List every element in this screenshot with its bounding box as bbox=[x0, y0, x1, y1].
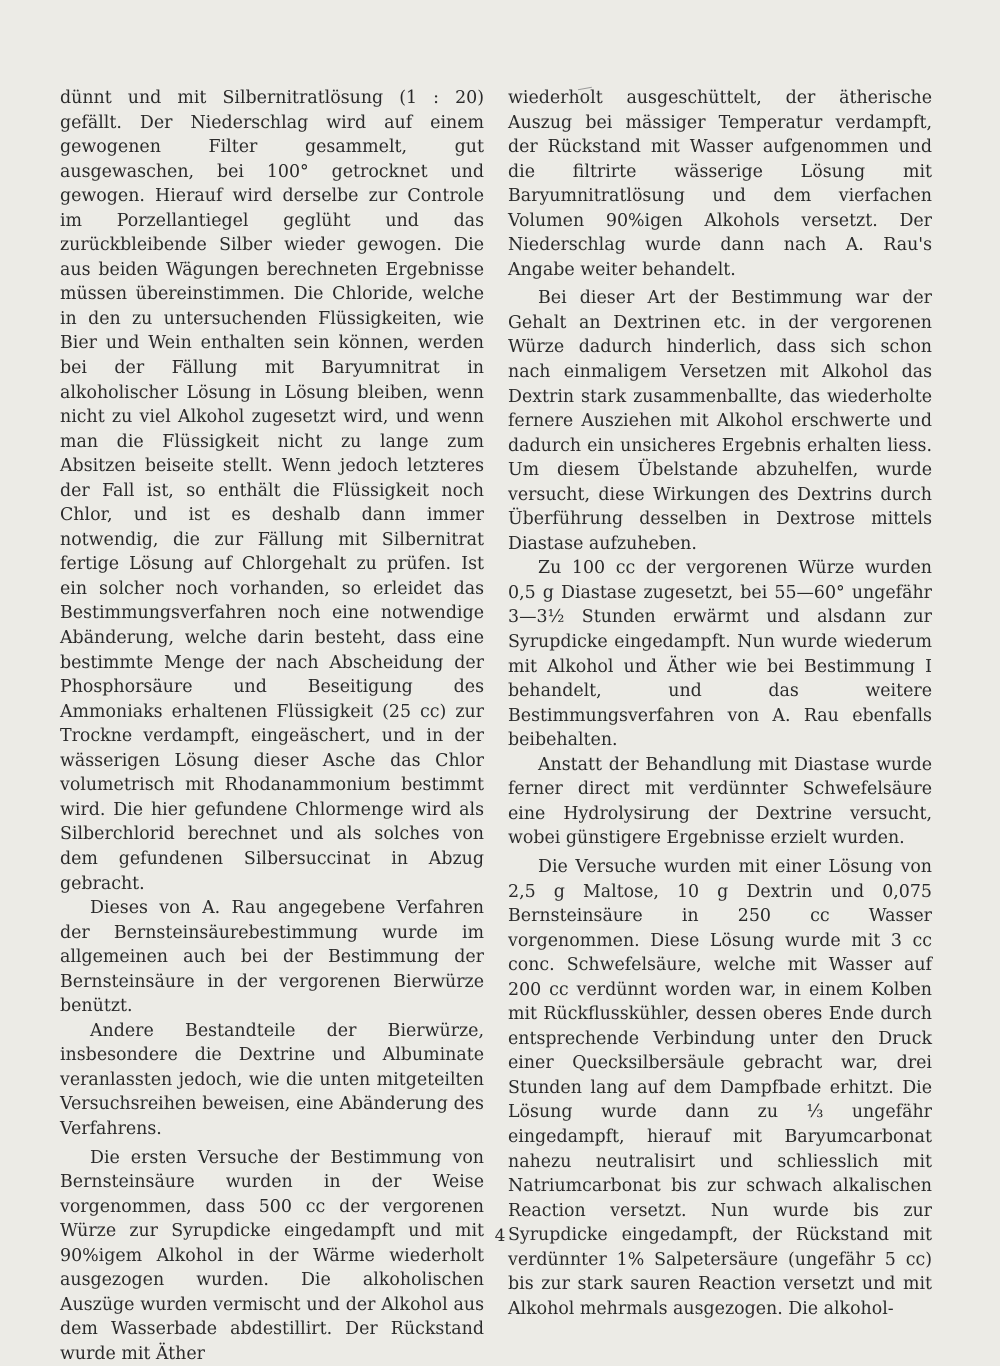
right-column bbox=[508, 86, 932, 1321]
paragraph-first-experiments: Die ersten Versuche der Bestimmung von Bernsteinsäure wurden in der Weise vorgenommen, dass 500 cc der vergorenen Würze zur Syrupdicke eingedampft und mit 90%igem Alkohol in der Wärme wiederholt ausgezogen wurden. Die alkoholischen Auszüge wurden vermischt und der Alkohol aus dem Wasserbade abdestillirt. Der Rückstand wurde mit Äther bbox=[60, 1147, 484, 1364]
paragraph-hydrolysis-experiments: Die Versuche wurden mit einer Lösung von 2,5 g Maltose, 10 g Dextrin und 0,075 Bernsteinsäure in 250 cc Wasser vorgenommen. Diese Lösung wurde mit 3 cc conc. Schwefelsäure, welche mit Wasser auf 200 cc verdünnt worden war, in einem Kolben mit Rückflusskühler, dessen oberes Ende durch entsprechende Verbindung unter den Druck einer Quecksilbersäule gebracht war, drei Stunden lang auf dem Dampfbade erhitzt. Die Lösung wurde dann zu ⅓ ungefähr eingedampft, hierauf mit Baryumcarbonat nahezu neutralisirt und schliesslich mit Natriumcarbonat bis zur schwach alkalischen Reaction versetzt. Nun wurde bis zur Syrupdicke eingedampft, der Rückstand mit verdünnter 1% Salpetersäure (ungefähr 5 cc) bis zur stark sauren Reaction versetzt und mit Alkohol mehrmals ausgezogen. Die alkohol- bbox=[508, 856, 932, 1319]
paragraph-sulfuric-acid: Anstatt der Behandlung mit Diastase wurde ferner direct mit verdünnter Schwefelsäure eine Hydrolysirung der Dextrine versucht, wobei günstigere Ergebnisse erzielt wurden. bbox=[508, 754, 932, 849]
paragraph-chloride-note: dünnt und mit Silbernitratlösung (1 : 20) gefällt. Der Niederschlag wird auf einem gewogenen Filter gesammelt, gut ausgewaschen, bei 100° getrocknet und gewogen. Hierauf wird derselbe zur Controle im Porzellantiegel geglüht und das zurückbleibende Silber wieder gewogen. Die aus beiden Wägungen berechneten Ergebnisse müssen übereinstimmen. Die Chloride, welche in den zu untersuchenden Flüssigkeiten, wie Bier und Wein enthalten sein können, werden bei der Fällung mit Baryumnitrat in alkoholischer Lösung in Lösung bleiben, wenn nicht zu viel Alkohol zugesetzt wird, und wenn man die Flüssigkeit nicht zu lange zum Absitzen beiseite stellt. Wenn jedoch letzteres der Fall ist, so enthält die Flüssigkeit noch Chlor, und ist es deshalb dann immer notwendig, die zur Fällung mit Silbernitrat fertige Lösung auf Chlorgehalt zu prüfen. Ist ein solcher noch vorhanden, so erleidet das Bestimmungsverfahren noch eine notwendige Abänderung, welche darin besteht, dass eine bestimmte Menge der nach Abscheidung der Phosphorsäure und Beseitigung des Ammoniaks erhaltenen Flüssigkeit (25 cc) zur Trockne verdampft, eingeäschert, und in der wässerigen Lösung dieser Asche das Chlor volumetrisch mit Rhodanammonium bestimmt wird. Die hier gefundene Chlormenge wird als Silberchlorid berechnet und als solches von dem gefundenen Silbersuccinat in Abzug gebracht. bbox=[60, 88, 484, 894]
paragraph-ether-extraction: wiederholt ausgeschüttelt, der ätherische Auszug bei mässiger Temperatur verdampft, der Rückstand mit Wasser aufgenommen und die filtrirte wässerige Lösung mit Baryumnitratlösung und dem vierfachen Volumen 90%igen Alkohols versetzt. Der Niederschlag wurde dann nach A. Rau's Angabe weiter behandelt. bbox=[508, 88, 932, 280]
paragraph-other-constituents: Andere Bestandteile der Bierwürze, insbesondere die Dextrine und Albuminate veranlassten jedoch, wie die unten mitgeteilten Versuchsreihen beweisen, eine Abänderung des Verfahrens. bbox=[60, 1020, 484, 1139]
page-number: 4 bbox=[494, 1226, 506, 1246]
paragraph-rau-method: Dieses von A. Rau angegebene Verfahren der Bernsteinsäurebestimmung wurde im allgemeinen auch bei der Bestimmung der Bernsteinsäure in der vergorenen Bierwürze benützt. bbox=[60, 898, 484, 1017]
left-column bbox=[60, 86, 484, 1366]
paragraph-diastase-treatment: Zu 100 cc der vergorenen Würze wurden 0,5 g Diastase zugesetzt, bei 55—60° ungefähr 3—3½ Stunden erwärmt und alsdann zur Syrupdicke eingedampft. Nun wurde wiederum mit Alkohol und Äther wie bei Bestimmung I behandelt, und das weitere Bestimmungsverfahren von A. Rau ebenfalls beibehalten. bbox=[508, 558, 932, 751]
paragraph-dextrin-problem: Bei dieser Art der Bestimmung war der Gehalt an Dextrinen etc. in der vergorenen Würze dadurch hinderlich, dass sich schon nach einmaligem Versetzen mit Alkohol das Dextrin stark zusammenballte, das wiederholte fernere Ausziehen mit Alkohol erschwerte und dadurch ein unsicheres Ergebnis erhalten liess. Um diesem Übelstande abzuhelfen, wurde versucht, diese Wirkungen des Dextrins durch Überführung desselben in Dextrose mittels Diastase aufzuheben. bbox=[508, 288, 932, 554]
